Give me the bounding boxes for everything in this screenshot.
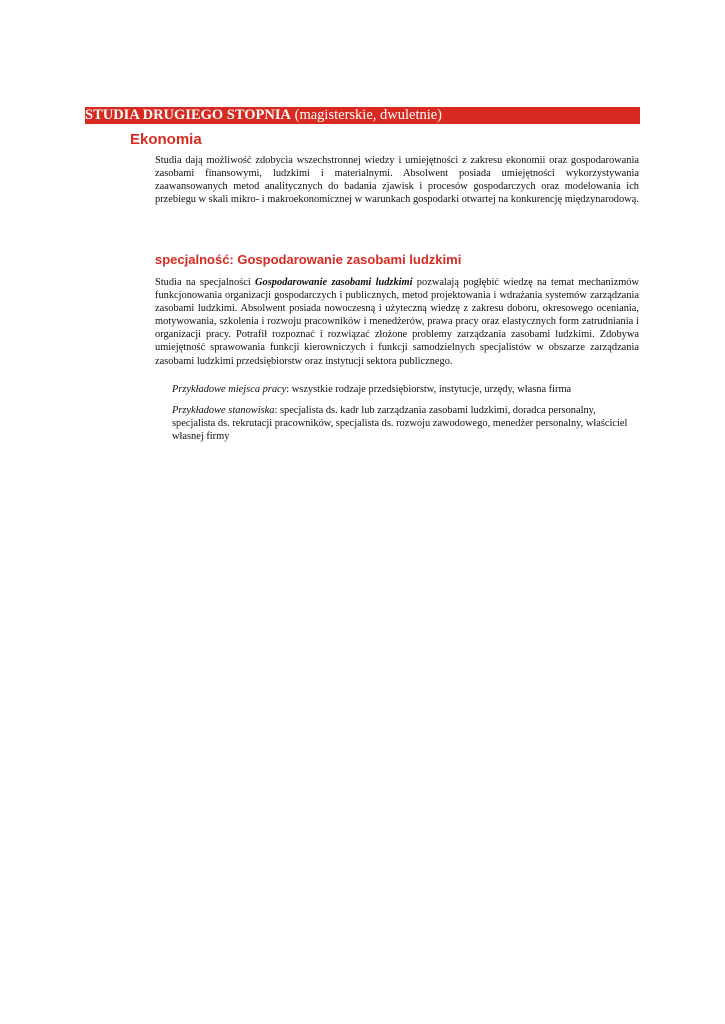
specialty-description-paragraph <box>155 276 639 368</box>
positions-label: Przykładowe stanowiska <box>172 405 275 416</box>
example-positions <box>172 404 632 443</box>
section-title: Ekonomia <box>130 131 202 148</box>
specialty-name: Gospodarowanie zasobami ludzkimi <box>255 277 413 288</box>
workplaces-label: Przykładowe miejsca pracy <box>172 384 287 395</box>
section-intro-paragraph: Studia dają możliwość zdobycia wszechstronnej wiedzy i umiejętności z zakresu ekonomii oraz gospodarowania zasobami finansowymi, ludzkimi i materialnymi. Absolwent posiada umiejętności wykorzystywania zaawansowanych metod analitycznych do badania zjawisk i procesów gospodarczych oraz modelowania ich przebiegu w skali mikro- i makroekonomicznej w warunkach gospodarki otwartej na konkurencję międzynarodową. <box>155 155 639 206</box>
specialty-text-after: pozwalają pogłębić wiedzę na temat mechanizmów funkcjonowania organizacji gospodarczych i publicznych, metod projektowania i wdrażania systemów zarządzania zasobami ludzkimi. Absolwent posiada nowoczesną i użyteczną wiedzę z zakresu doboru, okresowego oceniania, motywowania, szkolenia i rozwoju pracowników i menedżerów, prawa pracy oraz elastycznych form zatrudniania i organizacji pracy. Potrafił rozpoznać i rozwiązać złożone problemy zarządzania zasobami ludzkimi. Zdobywa umiejętność sprawowania funkcji kierowniczych i funkcji samodzielnych specjalistów w obszarze zarządzania zasobami ludzkimi przedsiębiorstw oraz instytucji sektora publicznego. <box>155 277 640 367</box>
specialty-text-before: Studia na specjalności <box>155 277 255 288</box>
degree-level-banner <box>85 107 640 124</box>
banner-title: STUDIA DRUGIEGO STOPNIA <box>85 107 292 123</box>
workplaces-text: : wszystkie rodzaje przedsiębiorstw, instytucje, urzędy, własna firma <box>286 384 572 395</box>
banner-subtitle: (magisterskie, dwuletnie) <box>291 107 443 123</box>
positions-text: : specjalista ds. kadr lub zarządzania zasobami ludzkimi, doradca personalny, specjalista ds. rekrutacji pracowników, specjalista ds. rozwoju zawodowego, menedżer personalny, właściciel własnej firmy <box>172 405 628 443</box>
example-workplaces <box>172 383 632 396</box>
specialty-title: specjalność: Gospodarowanie zasobami ludzkimi <box>155 252 462 267</box>
